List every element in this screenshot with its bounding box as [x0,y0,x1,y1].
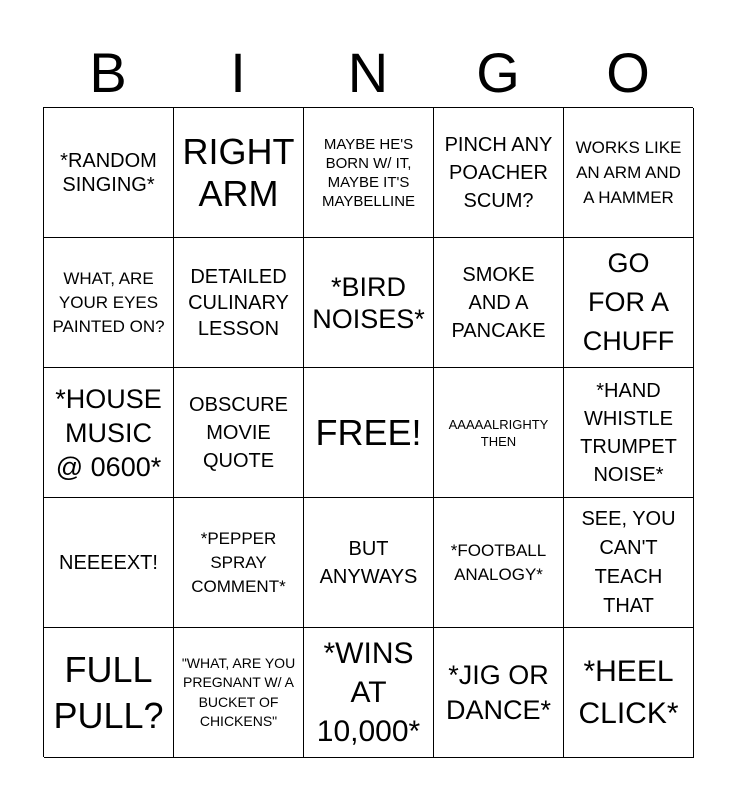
bingo-grid [43,107,693,757]
bingo-cell[interactable] [44,368,174,498]
bingo-cell[interactable] [434,108,564,238]
bingo-cell[interactable] [564,498,694,628]
cell-text: MAYBE HE'S BORN W/ IT, MAYBE IT'S MAYBELLINE [321,135,416,210]
bingo-cell[interactable] [44,238,174,368]
bingo-cell[interactable] [174,368,304,498]
cell-text: SMOKE AND A PANCAKE [451,263,546,342]
cell-text: *PEPPER SPRAY COMMENT* [191,528,286,596]
cell-text: "WHAT, ARE YOU PREGNANT W/ A BUCKET OF CHICKENS" [181,654,296,729]
header-letter-b: B [89,41,127,104]
cell-text: *BIRD NOISES* [312,271,425,334]
cell-text: *WINS AT 10,000* [316,637,421,748]
bingo-cell[interactable] [434,238,564,368]
bingo-cell[interactable] [44,498,174,628]
bingo-cell[interactable] [44,628,174,758]
bingo-cell[interactable] [44,108,174,238]
header-letter-i: I [230,41,246,104]
bingo-cell[interactable] [564,368,694,498]
bingo-header [43,40,693,106]
cell-text: DETAILED CULINARY LESSON [188,265,289,340]
cell-text: FREE! [315,411,422,453]
bingo-cell[interactable] [174,498,304,628]
cell-text: *JIG OR DANCE* [445,659,552,725]
cell-text: *HEEL CLICK* [578,654,679,730]
bingo-cell[interactable] [564,238,694,368]
bingo-cell[interactable] [434,498,564,628]
header-letter-g: G [476,41,520,104]
cell-text: *HAND WHISTLE TRUMPET NOISE* [580,379,677,486]
bingo-cell[interactable] [174,238,304,368]
cell-text: AAAAALRIGHTY THEN [448,416,549,449]
bingo-cell[interactable] [174,628,304,758]
bingo-cell[interactable] [434,628,564,758]
cell-text: BUT ANYWAYS [319,537,418,588]
header-letter-n: N [347,41,389,104]
header-letter-o: O [606,41,650,104]
cell-text: *FOOTBALL ANALOGY* [450,540,547,584]
cell-text: *HOUSE MUSIC @ 0600* [55,383,162,482]
bingo-cell[interactable] [564,628,694,758]
bingo-cell[interactable] [304,238,434,368]
cell-text: *RANDOM SINGING* [60,149,157,196]
bingo-cell[interactable] [564,108,694,238]
bingo-cell[interactable] [304,368,434,498]
bingo-cell[interactable] [304,628,434,758]
bingo-cell[interactable] [304,498,434,628]
cell-text: OBSCURE MOVIE QUOTE [189,393,288,472]
cell-text: PINCH ANY POACHER SCUM? [444,133,553,212]
cell-text: NEEEEXT! [59,551,158,574]
cell-text: GO FOR A CHUFF [582,248,675,356]
cell-text: FULL PULL? [53,648,164,736]
bingo-cell[interactable] [434,368,564,498]
bingo-cell[interactable] [174,108,304,238]
cell-text: WHAT, ARE YOUR EYES PAINTED ON? [52,268,165,336]
cell-text: SEE, YOU CAN'T TEACH THAT [581,507,676,617]
cell-text: WORKS LIKE AN ARM AND A HAMMER [575,138,682,207]
bingo-cell[interactable] [304,108,434,238]
cell-text: RIGHT ARM [182,130,295,214]
